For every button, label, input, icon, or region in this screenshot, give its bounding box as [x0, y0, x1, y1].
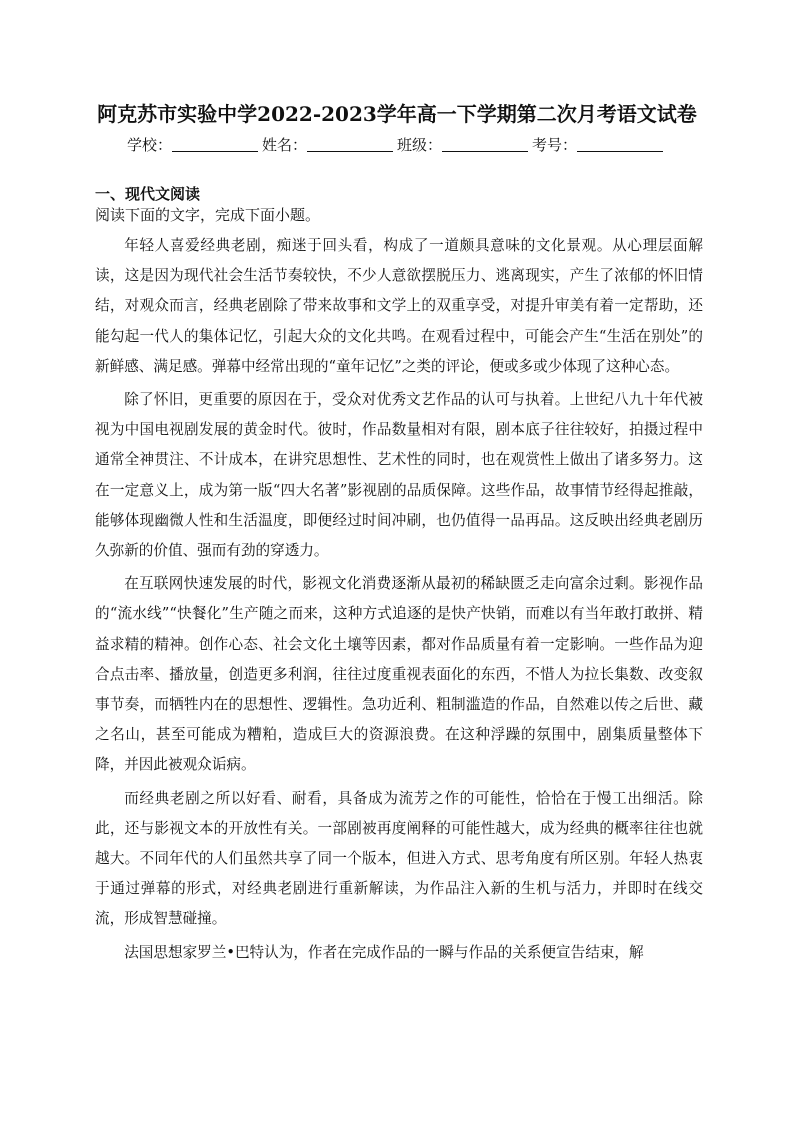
class-label: 班级： — [397, 136, 443, 154]
passage-paragraph: 年轻人喜爱经典老剧，痴迷于回头看，构成了一道颇具意味的文化景观。从心理层面解读，这是因为现代社会生活节奏较快，不少人意欲摆脱压力、逃离现实，产生了浓郁的怀旧情结，对观众而言，经典老剧除了带来故事和文学上的双重享受，对提升审美有着一定帮助，还能勾起一代人的集体记忆，引起大众的文化共鸣。在观看过程中，可能会产生“生活在别处”的新鲜感、满足感。弹幕中经常出现的“童年记忆”之类的评论，便或多或少体现了这种心态。 — [95, 237, 703, 375]
school-field — [127, 133, 262, 157]
exam-title: 阿克苏市实验中学2022-2023学年高一下学期第二次月考语文试卷 — [97, 102, 697, 126]
class-field — [397, 133, 532, 157]
reading-passage — [95, 231, 703, 968]
exam-number-field — [532, 133, 667, 157]
name-field — [262, 133, 397, 157]
passage-paragraph: 在互联网快速发展的时代，影视文化消费逐渐从最初的稀缺匮乏走向富余过剩。影视作品的“流水线”“快餐化”生产随之而来，这种方式追逐的是快产快销，而难以有当年敢打敢拼、精益求精的精神。创作心态、社会文化土壤等因素，都对作品质量有着一定影响。一些作品为迎合点击率、播放量，创造更多利润，往往过度重视表面化的东西，不惜人为拉长集数、改变叙事节奏，而牺牲内在的思想性、逻辑性。急功近利、粗制滥造的作品，自然难以传之后世、藏之名山，甚至可能成为糟粕，造成巨大的资源浪费。在这种浮躁的氛围中，剧集质量整体下降，并因此被观众诟病。 — [95, 575, 703, 774]
section-title: 一、现代文阅读 — [95, 185, 201, 203]
name-blank — [307, 135, 393, 152]
class-blank — [442, 135, 528, 152]
school-label: 学校： — [126, 136, 172, 154]
school-blank — [172, 135, 258, 152]
name-label: 姓名： — [261, 136, 307, 154]
exam-number-label: 考号： — [532, 136, 578, 154]
passage-paragraph: 法国思想家罗兰•巴特认为，作者在完成作品的一瞬与作品的关系便宣告结束，解 — [124, 943, 644, 961]
passage-paragraph: 而经典老剧之所以好看、耐看，具备成为流芳之作的可能性，恰恰在于慢工出细活。除此，还与影视文本的开放性有关。一部剧被再度阐释的可能性越大，成为经典的概率往往也就越大。不同年代的人们虽然共享了同一个版本，但进入方式、思考角度有所区别。年轻人热衷于通过弹幕的形式，对经典老剧进行重新解读，为作品注入新的生机与活力，并即时在线交流，形成智慧碰撞。 — [95, 789, 703, 928]
passage-paragraph: 除了怀旧，更重要的原因在于，受众对优秀文艺作品的认可与执着。上世纪八九十年代被视为中国电视剧发展的黄金时代。彼时，作品数量相对有限，剧本底子往往较好，拍摄过程中通常全神贯注、不计成本，在讲究思想性、艺术性的同时，也在观赏性上做出了诸多努力。这在一定意义上，成为第一版“四大名著”影视剧的品质保障。这些作品，故事情节经得起推敲，能够体现幽微人性和生活温度，即便经过时间冲刷，也仍值得一品再品。这反映出经典老剧历久弥新的价值、强而有劲的穿透力。 — [95, 391, 703, 560]
exam-number-blank — [577, 135, 663, 152]
student-info-row — [0, 133, 794, 157]
reading-instruction: 阅读下面的文字，完成下面小题。 — [95, 206, 321, 224]
